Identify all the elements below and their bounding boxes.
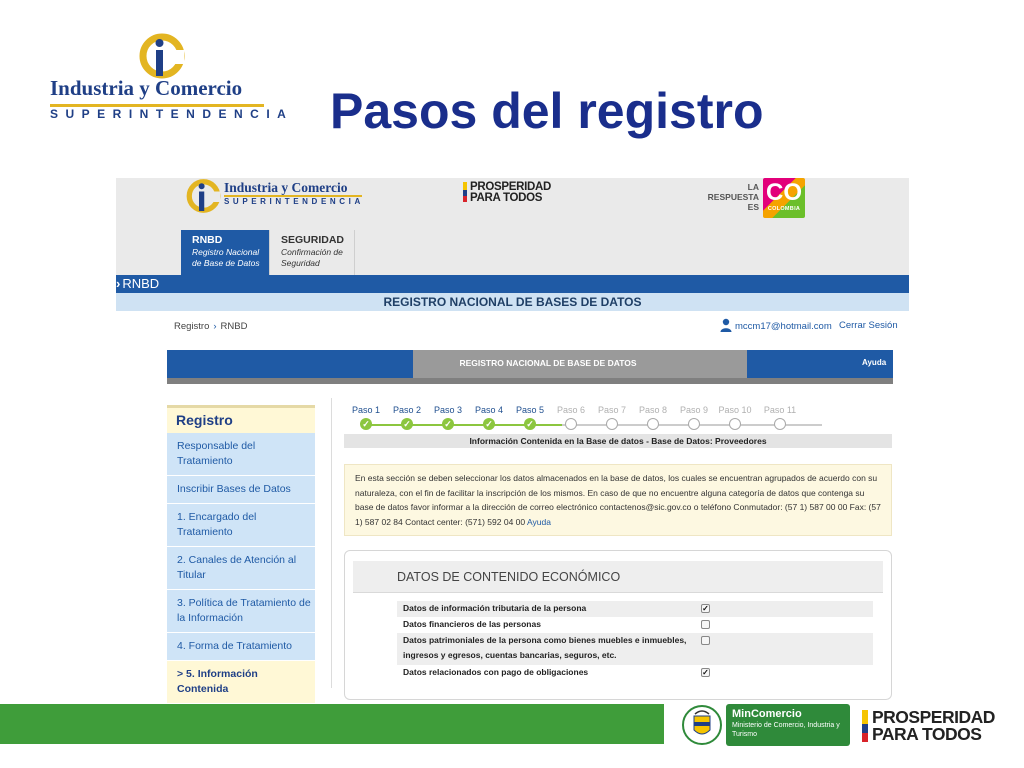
co-sub: COLOMBIA <box>767 206 801 212</box>
chevron-right-icon: › <box>116 276 121 291</box>
tab-rnbd[interactable]: RNBD Registro Nacional de Base de Datos <box>181 230 269 275</box>
step-3[interactable]: Paso 3 ✓ <box>433 405 463 429</box>
mincomercio-title: MinComercio <box>732 708 802 720</box>
help-link[interactable]: Ayuda <box>862 358 887 367</box>
empty-circle-icon <box>565 418 577 430</box>
step-info-title: Información Contenida en la Base de datos - Base de Datos: Proveedores <box>344 434 892 448</box>
co-caption: LA RESPUESTA ES <box>707 182 759 212</box>
form-header-bar <box>167 350 893 384</box>
site-logo-name: Industria y Comercio <box>224 180 348 195</box>
data-row: Datos de información tributaria de la persona ✓ <box>397 601 873 617</box>
step-9: Paso 9 <box>674 404 714 430</box>
section-bar <box>116 275 909 293</box>
sidebar-item-forma[interactable]: 4. Forma de Tratamiento <box>167 633 315 661</box>
sidebar-heading: Registro <box>167 405 315 433</box>
step-5[interactable]: Paso 5 ✓ <box>515 405 545 429</box>
empty-circle-icon <box>729 418 741 430</box>
step-2[interactable]: Paso 2 ✓ <box>392 405 422 429</box>
prosperidad-footer-line1: PROSPERIDAD <box>872 707 995 727</box>
check-icon: ✓ <box>360 418 372 430</box>
empty-circle-icon <box>606 418 618 430</box>
la-respuesta-es-colombia-logo <box>704 178 824 220</box>
flag-stripe-blue <box>862 724 868 733</box>
empty-circle-icon <box>647 418 659 430</box>
sic-emblem-icon <box>136 32 184 80</box>
logo-subtitle: SUPERINTENDENCIA <box>50 107 294 121</box>
prosperidad-line2: PARA TODOS <box>470 192 543 204</box>
check-icon: ✓ <box>524 418 536 430</box>
flag-stripe-red <box>862 733 868 742</box>
sidebar-item-informacion[interactable]: > 5. Información Contenida <box>167 661 315 704</box>
sic-emblem-icon <box>184 178 220 214</box>
step-6: Paso 6 <box>551 404 591 430</box>
page-banner: REGISTRO NACIONAL DE BASES DE DATOS <box>116 293 909 311</box>
economic-data-panel <box>344 550 892 700</box>
form-header-title: REGISTRO NACIONAL DE BASE DE DATOS <box>459 358 637 368</box>
check-icon: ✓ <box>442 418 454 430</box>
rnbd-screenshot <box>116 178 909 695</box>
logout-link[interactable]: Cerrar Sesión <box>839 320 898 331</box>
sidebar <box>167 405 315 695</box>
site-header <box>116 178 909 275</box>
colombia-crest-icon <box>682 704 722 746</box>
section-label: RNBD <box>122 276 160 291</box>
checkbox-pago-obligaciones[interactable]: ✓ <box>702 668 709 677</box>
breadcrumb-separator-icon: › <box>213 321 217 332</box>
footer-green-band <box>0 704 664 744</box>
step-7: Paso 7 <box>592 404 632 430</box>
empty-circle-icon <box>774 418 786 430</box>
checkbox-tributaria[interactable]: ✓ <box>702 604 709 613</box>
step-4[interactable]: Paso 4 ✓ <box>474 405 504 429</box>
logo-name: Industria y Comercio <box>50 76 243 100</box>
breadcrumb-registro[interactable]: Registro <box>174 321 210 332</box>
flag-stripe-yellow <box>862 710 868 724</box>
check-icon: ✓ <box>401 418 413 430</box>
check-icon: ✓ <box>483 418 495 430</box>
step-10: Paso 10 <box>715 404 755 430</box>
sidebar-item-inscribir[interactable]: Inscribir Bases de Datos <box>167 476 315 504</box>
instructions-text: En esta sección se deben seleccionar los datos almacenados en la base de datos, los cuales se encuentran agrupados de acuerdo con su naturaleza, con el fin de facilitar la inscripción de los mismos. En caso de que no encuentre alguna categoría de datos que contenga su base de datos favor informar a la dirección de correo electrónico contactenos@sic.gov.co o teléfono Conmutador: (57 1) 587 00 00 Fax: (57 1) 587 02 84 Contact center: (571) 592 04 00 <box>355 473 881 527</box>
site-logo-subtitle: SUPERINTENDENCIA <box>224 197 364 206</box>
step-indicator <box>346 404 892 434</box>
instructions-note <box>344 464 892 536</box>
mincomercio-badge <box>726 704 850 746</box>
user-icon <box>720 318 732 332</box>
sidebar-divider <box>331 398 332 688</box>
empty-circle-icon <box>688 418 700 430</box>
mincomercio-logo <box>664 700 850 748</box>
data-row: Datos relacionados con pago de obligaciones ✓ <box>403 667 709 677</box>
co-mark: CO COLOMBIA <box>763 178 805 218</box>
mincomercio-subtitle: Ministerio de Comercio, Industria y Turismo <box>732 722 840 738</box>
tab-seguridad[interactable]: SEGURIDAD Confirmación de Seguridad <box>269 230 355 275</box>
breadcrumb-rnbd[interactable]: RNBD <box>220 321 248 332</box>
data-row: Datos patrimoniales de la persona como bienes muebles e inmuebles, ingresos y egresos, cuentas bancarias, seguros, etc. <box>397 633 873 665</box>
prosperidad-logo-small <box>463 180 563 206</box>
flag-stripe-red <box>463 196 467 202</box>
data-row: Datos financieros de las personas <box>397 617 873 633</box>
prosperidad-line1: PROSPERIDAD <box>470 181 552 193</box>
form-header-underline <box>167 378 893 384</box>
sidebar-item-encargado[interactable]: 1. Encargado del Tratamiento <box>167 504 315 547</box>
sidebar-item-politica[interactable]: 3. Política de Tratamiento de la Información <box>167 590 315 633</box>
sic-logo <box>48 32 294 124</box>
prosperidad-footer-line2: PARA TODOS <box>872 724 982 744</box>
user-account[interactable] <box>720 318 832 332</box>
breadcrumb <box>174 321 247 332</box>
step-11: Paso 11 <box>760 404 800 430</box>
user-email: mccm17@hotmail.com <box>735 321 832 332</box>
step-1[interactable]: Paso 1 ✓ <box>351 405 381 429</box>
sidebar-item-responsable[interactable]: Responsable del Tratamiento <box>167 433 315 476</box>
site-sic-logo[interactable] <box>184 178 364 214</box>
step-8: Paso 8 <box>633 404 673 430</box>
checkbox-financieros[interactable] <box>701 620 710 629</box>
instructions-help-link[interactable]: Ayuda <box>527 516 551 527</box>
checkbox-patrimoniales[interactable] <box>701 636 710 645</box>
prosperidad-logo-footer <box>862 708 1012 748</box>
panel-title: DATOS DE CONTENIDO ECONÓMICO <box>353 561 883 593</box>
sidebar-item-canales[interactable]: 2. Canales de Atención al Titular <box>167 547 315 590</box>
flag-stripe-yellow <box>463 182 467 190</box>
slide-title: Pasos del registro <box>330 83 764 139</box>
